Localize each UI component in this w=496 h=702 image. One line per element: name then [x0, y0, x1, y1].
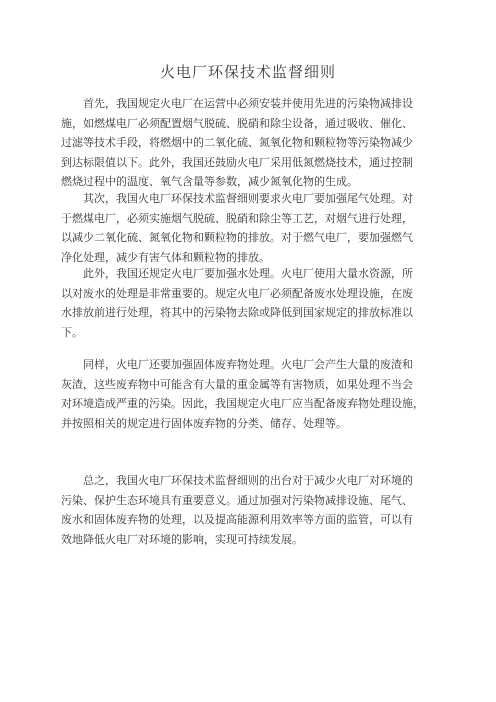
paragraph-line: 燃烧过程中的温度、氧气含量等参数，减少氮氧化物的生成。 [61, 175, 358, 189]
paragraph-line: 到达标限值以下。此外，我国还鼓励火电厂采用低氮燃烧技术，通过控制 [61, 155, 413, 169]
paragraph-line: 水排放前进行处理，将其中的污染物去除或降低到国家规定的排放标准以 [61, 306, 413, 320]
paragraph-line: 下。 [61, 325, 83, 339]
paragraph-line: 总之，我国火电厂环保技术监督细则的出台对于减少火电厂对环境的 [83, 474, 413, 487]
paragraph-line: 灰渣，这些废弃物中可能含有大量的重金属等有害物质，如果处理不当会 [61, 377, 413, 391]
paragraph-1 [61, 94, 439, 192]
paragraph-line: 以对废水的处理是非常重要的。规定火电厂必须配备废水处理设施，在废 [61, 286, 413, 300]
paragraph-2 [61, 189, 439, 267]
paragraph-5 [61, 471, 439, 549]
paragraph-line: 净化处理，减少有害气体和颗粒物的排放。 [61, 250, 270, 264]
paragraph-line: 其次，我国火电厂环保技术监督细则要求火电厂要加强尾气处理。对 [83, 192, 413, 205]
paragraph-line: 污染、保护生态环境具有重要意义。通过加强对污染物减排设施、尾气、 [61, 493, 413, 507]
paragraph-3 [61, 264, 439, 342]
paragraph-line: 施，如燃煤电厂必须配置烟气脱硫、脱硝和除尘设备，通过吸收、催化、 [61, 116, 413, 130]
paragraph-line: 首先，我国规定火电厂在运营中必须安装并使用先进的污染物减排设 [83, 97, 413, 110]
paragraph-4 [61, 355, 439, 433]
paragraph-line: 过滤等技术手段，将燃烟中的二氧化硫、氮氧化物和颗粒物等污染物减少 [61, 136, 413, 150]
document-title: 火电厂环保技术监督细则 [159, 63, 336, 81]
paragraph-line: 并按照相关的规定进行固体废弃物的分类、储存、处理等。 [61, 416, 347, 430]
paragraph-line: 废水和固体废弃物的处理，以及提高能源利用效率等方面的监管，可以有 [61, 513, 413, 527]
paragraph-line: 以减少二氧化硫、氮氧化物和颗粒物的排放。对于燃气电厂，要加强燃气 [61, 231, 413, 245]
paragraph-line: 效地降低火电厂对环境的影响，实现可持续发展。 [61, 532, 303, 546]
paragraph-line: 对环境造成严重的污染。因此，我国规定火电厂应当配备废弃物处理设施， [61, 397, 424, 411]
paragraph-line: 于燃煤电厂，必须实施烟气脱硫、脱硝和除尘等工艺，对烟气进行处理， [61, 211, 413, 225]
paragraph-line: 此外，我国还规定火电厂要加强水处理。火电厂使用大量水资源，所 [83, 267, 413, 280]
paragraph-line: 同样，火电厂还要加强固体废弃物处理。火电厂会产生大量的废渣和 [83, 358, 413, 371]
